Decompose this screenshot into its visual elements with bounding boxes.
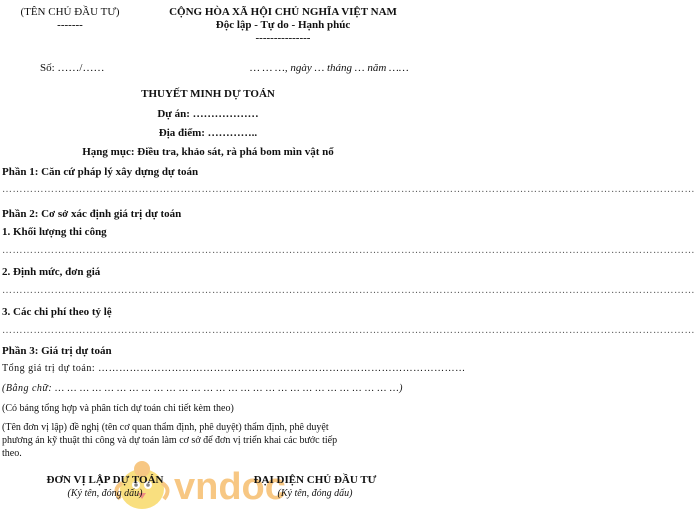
project-line: Dự án: ……………… <box>157 108 259 120</box>
section2-heading: 2. Định mức, đơn giá <box>2 266 101 278</box>
request-paragraph-line1: (Tên đơn vị lập) đề nghị (tên cơ quan thẩm định, phê duyệt) thẩm định, phê duyệt <box>2 422 329 433</box>
part1-dots: ……………………………………………………………………………………………………………………………………………………………………………… <box>2 184 695 195</box>
part3-heading: Phần 3: Giá trị dự toán <box>2 345 112 357</box>
page-title: THUYẾT MINH DỰ TOÁN <box>141 88 275 100</box>
document-number: Số: ……/…… <box>40 62 105 74</box>
part2-heading: Phần 2: Cơ sở xác định giá trị dự toán <box>2 208 182 220</box>
request-paragraph-line3: theo. <box>2 448 22 459</box>
location-line: Địa điểm: ………….. <box>158 127 258 139</box>
section1-dots: ……………………………………………………………………………………………………………………………………………………………………………… <box>2 245 695 256</box>
attachment-note: (Có bảng tổng hợp và phân tích dự toán chi tiết kèm theo) <box>2 403 234 414</box>
section2-dots: ……………………………………………………………………………………………………………………………………………………………………………… <box>2 285 695 296</box>
issuer-name: (TÊN CHỦ ĐẦU TƯ) <box>20 6 120 18</box>
section3-dots: ……………………………………………………………………………………………………………………………………………………………………………… <box>2 325 695 336</box>
document-date: … … …, ngày … tháng … năm …… <box>250 62 409 74</box>
amount-in-words: (Bằng chữ: … … … … … … … … … … … … … … … … … … … … … … … … … … … …) <box>2 383 403 394</box>
right-signature-note: (Ký tên, đóng dấu) <box>277 488 353 499</box>
total-value: Tổng giá trị dự toán: …………………………………………………………………………………………… <box>2 363 466 374</box>
part1-heading: Phần 1: Căn cứ pháp lý xây dựng dự toán <box>2 166 199 178</box>
request-paragraph-line2: phương án kỹ thuật thi công và dự toán làm cơ sở để đơn vị triển khai các bước tiếp <box>2 435 338 446</box>
national-underline: --------------- <box>255 32 311 44</box>
section1-heading: 1. Khối lượng thi công <box>2 226 107 238</box>
left-signature-note: (Ký tên, đóng dấu) <box>67 488 143 499</box>
national-title: CỘNG HÒA XÃ HỘI CHỦ NGHĨA VIỆT NAM <box>169 6 397 18</box>
item-line: Hạng mục: Điều tra, khảo sát, rà phá bom mìn vật nổ <box>82 146 334 158</box>
left-signature-title: ĐƠN VỊ LẬP DỰ TOÁN <box>46 474 164 486</box>
issuer-underline: ------- <box>57 19 83 31</box>
national-motto: Độc lập - Tự do - Hạnh phúc <box>215 19 351 31</box>
vndoc-wordmark: vndoc <box>174 466 286 508</box>
right-signature-title: ĐẠI DIỆN CHỦ ĐẦU TƯ <box>253 474 377 486</box>
section3-heading: 3. Các chi phí theo tỷ lệ <box>2 306 112 318</box>
